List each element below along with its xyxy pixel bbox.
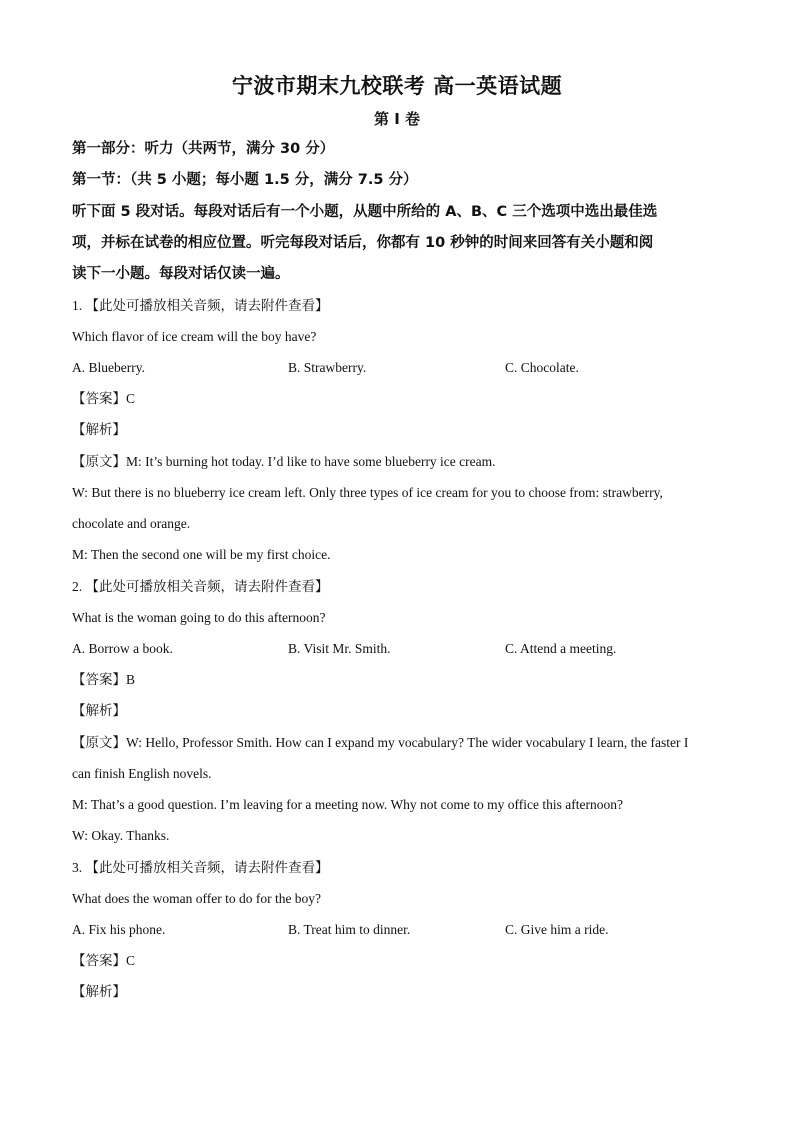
transcript-line: W: Okay. Thanks. <box>72 828 170 843</box>
analysis-label: 【解析】 <box>72 984 126 999</box>
transcript-label: 【原文】 <box>72 735 126 750</box>
option-a: A. Fix his phone. <box>72 922 166 937</box>
option-b: B. Visit Mr. Smith. <box>288 641 391 656</box>
question-header[interactable]: 2. 【此处可播放相关音频，请去附件查看】 <box>72 579 329 594</box>
transcript-line: chocolate and orange. <box>72 516 191 531</box>
instruction-line: 项，并标在试卷的相应位置。听完每段对话后，你都有 10 秒钟的时间来回答有关小题和阅 <box>72 235 654 251</box>
question-text: What does the woman offer to do for the boy? <box>72 891 322 906</box>
transcript-text: W: Hello, Professor Smith. How can I expand my vocabulary? The wider vocabulary I learn, the faster I <box>126 735 689 750</box>
transcript-line: M: That’s a good question. I’m leaving for a meeting now. Why not come to my office this afternoon? <box>72 797 624 812</box>
option-c: C. Attend a meeting. <box>505 641 617 656</box>
transcript-label: 【原文】 <box>72 454 126 469</box>
answer-label: 【答案】 <box>72 672 126 687</box>
transcript-line <box>72 453 496 471</box>
option-c: C. Give him a ride. <box>505 922 609 937</box>
question-header[interactable]: 3. 【此处可播放相关音频，请去附件查看】 <box>72 860 329 875</box>
analysis-label: 【解析】 <box>72 422 126 437</box>
analysis-label: 【解析】 <box>72 703 126 718</box>
option-b: B. Strawberry. <box>288 360 367 375</box>
answer-value: C <box>126 391 136 406</box>
answer-row <box>72 390 135 408</box>
answer-row <box>72 671 135 689</box>
transcript-text: M: It’s burning hot today. I’d like to have some blueberry ice cream. <box>126 454 496 469</box>
option-c: C. Chocolate. <box>505 360 579 375</box>
volume-heading: 第 I 卷 <box>373 110 421 128</box>
instruction-line: 读下一小题。每段对话仅读一遍。 <box>72 266 290 282</box>
part-heading: 第一部分：听力（共两节，满分 30 分） <box>72 141 335 157</box>
question-text: What is the woman going to do this afternoon? <box>72 610 326 625</box>
question-text: Which flavor of ice cream will the boy have? <box>72 329 317 344</box>
answer-value: B <box>126 672 136 687</box>
transcript-line: W: But there is no blueberry ice cream left. Only three types of ice cream for you to choose from: strawberry, <box>72 485 663 500</box>
answer-label: 【答案】 <box>72 391 126 406</box>
instruction-line: 听下面 5 段对话。每段对话后有一个小题，从题中所给的 A、B、C 三个选项中选出最佳选 <box>72 204 658 220</box>
option-b: B. Treat him to dinner. <box>288 922 411 937</box>
option-a: A. Borrow a book. <box>72 641 173 656</box>
option-a: A. Blueberry. <box>72 360 145 375</box>
question-header[interactable]: 1. 【此处可播放相关音频，请去附件查看】 <box>72 298 329 313</box>
transcript-line <box>72 734 688 752</box>
transcript-line: M: Then the second one will be my first choice. <box>72 547 331 562</box>
transcript-line: can finish English novels. <box>72 766 212 781</box>
answer-value: C <box>126 953 136 968</box>
section-heading: 第一节：（共 5 小题；每小题 1.5 分，满分 7.5 分） <box>72 172 418 188</box>
page-title: 宁波市期末九校联考 高一英语试题 <box>231 74 563 98</box>
answer-label: 【答案】 <box>72 953 126 968</box>
answer-row <box>72 952 135 970</box>
